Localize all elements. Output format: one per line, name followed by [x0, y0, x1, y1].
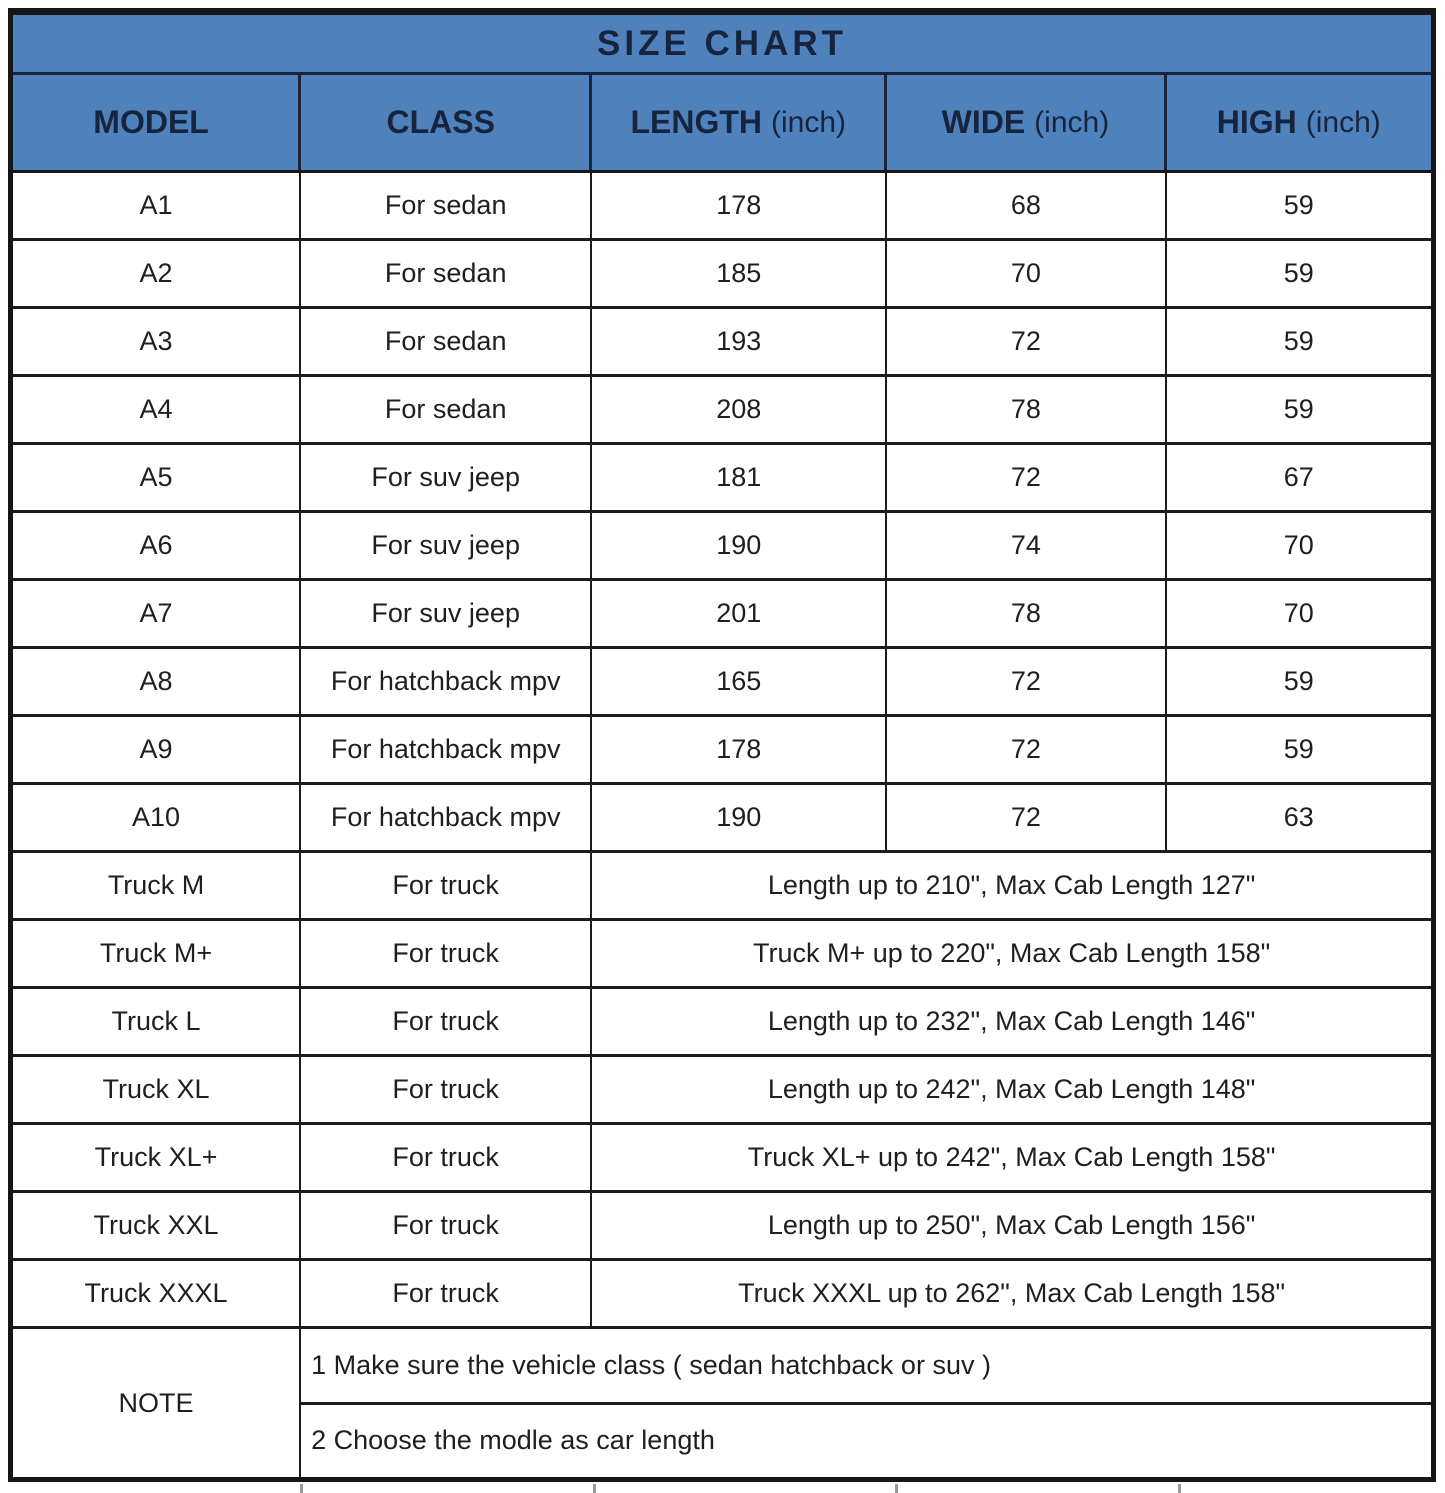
- wide-cell: 68: [887, 173, 1166, 238]
- table-row: [13, 717, 1431, 785]
- model-cell: Truck XL+: [13, 1125, 301, 1190]
- class-cell: For hatchback mpv: [301, 649, 592, 714]
- wide-cell: 78: [887, 581, 1166, 646]
- column-header-length-unit: (inch): [771, 105, 847, 139]
- bottom-tick-1: [300, 1484, 303, 1493]
- model-cell: A1: [13, 173, 301, 238]
- class-cell: For truck: [301, 921, 592, 986]
- wide-cell: 72: [887, 309, 1166, 374]
- note-item-1: 1 Make sure the vehicle class ( sedan hatchback or suv ): [301, 1329, 1431, 1405]
- table-row: [13, 445, 1431, 513]
- class-cell: For truck: [301, 1193, 592, 1258]
- table-row: [13, 1057, 1431, 1125]
- column-header-high-unit: (inch): [1305, 105, 1381, 139]
- class-cell: For suv jeep: [301, 581, 592, 646]
- table-row: [13, 1261, 1431, 1329]
- model-cell: A2: [13, 241, 301, 306]
- model-cell: Truck M: [13, 853, 301, 918]
- class-cell: For truck: [301, 1261, 592, 1326]
- high-cell: 63: [1283, 802, 1314, 832]
- table-row: [13, 173, 1431, 241]
- model-cell: A10: [13, 785, 301, 850]
- table-row: [13, 989, 1431, 1057]
- column-header-high-label: HIGH: [1216, 104, 1297, 140]
- column-header-length: [592, 75, 887, 170]
- model-cell: Truck XXXL: [13, 1261, 301, 1326]
- model-cell: Truck M+: [13, 921, 301, 986]
- wide-cell: 74: [887, 513, 1166, 578]
- model-cell: Truck XL: [13, 1057, 301, 1122]
- table-row: [13, 581, 1431, 649]
- length-cell: 178: [592, 717, 887, 782]
- note-block: [13, 1329, 1431, 1477]
- bottom-tick-4: [1178, 1484, 1181, 1493]
- class-cell: For sedan: [301, 241, 592, 306]
- high-cell: 59: [1283, 190, 1314, 220]
- column-header-model: [13, 75, 301, 170]
- length-cell: 201: [592, 581, 887, 646]
- model-cell: A5: [13, 445, 301, 510]
- length-cell: 185: [592, 241, 887, 306]
- column-header-wide-unit: (inch): [1034, 105, 1110, 139]
- spec-cell: Length up to 210", Max Cab Length 127": [767, 870, 1256, 900]
- spec-cell: Truck XXXL up to 262", Max Cab Length 158": [738, 1278, 1286, 1308]
- table-body: [13, 173, 1431, 1329]
- length-cell: 190: [592, 513, 887, 578]
- high-cell: 59: [1283, 666, 1314, 696]
- class-cell: For truck: [301, 853, 592, 918]
- spec-cell: Truck XL+ up to 242", Max Cab Length 158": [747, 1142, 1276, 1172]
- spec-cell: Length up to 242", Max Cab Length 148": [767, 1074, 1256, 1104]
- note-item-2: 2 Choose the modle as car length: [311, 1425, 715, 1456]
- high-cell: 59: [1283, 326, 1314, 356]
- column-header-wide-label: WIDE: [941, 104, 1026, 140]
- wide-cell: 70: [887, 241, 1166, 306]
- column-header-class: [301, 75, 592, 170]
- column-header-class-label: CLASS: [386, 104, 495, 140]
- table-row: [13, 513, 1431, 581]
- wide-cell: 72: [887, 785, 1166, 850]
- spec-cell: Truck M+ up to 220", Max Cab Length 158": [752, 938, 1271, 968]
- table-row: [13, 785, 1431, 853]
- bottom-tick-2: [593, 1484, 596, 1493]
- model-cell: A6: [13, 513, 301, 578]
- model-cell: Truck L: [13, 989, 301, 1054]
- high-cell: 67: [1283, 462, 1314, 492]
- length-cell: 165: [592, 649, 887, 714]
- wide-cell: 72: [887, 717, 1166, 782]
- table-row: [13, 377, 1431, 445]
- length-cell: 181: [592, 445, 887, 510]
- length-cell: 208: [592, 377, 887, 442]
- column-header-row: [13, 75, 1431, 173]
- class-cell: For truck: [301, 1125, 592, 1190]
- column-header-high: [1167, 75, 1431, 170]
- note-label-cell: NOTE: [13, 1329, 301, 1477]
- column-header-wide: [887, 75, 1166, 170]
- table-row: [13, 1125, 1431, 1193]
- model-cell: A8: [13, 649, 301, 714]
- class-cell: For hatchback mpv: [301, 785, 592, 850]
- high-cell: 59: [1283, 394, 1314, 424]
- class-cell: For sedan: [301, 377, 592, 442]
- table-row: [13, 1193, 1431, 1261]
- high-cell: 70: [1283, 598, 1314, 628]
- chart-title: SIZE CHART: [13, 15, 1431, 75]
- column-header-model-label: MODEL: [93, 104, 209, 140]
- high-cell: 70: [1283, 530, 1314, 560]
- class-cell: For suv jeep: [301, 445, 592, 510]
- model-cell: A9: [13, 717, 301, 782]
- model-cell: A7: [13, 581, 301, 646]
- high-cell: 59: [1283, 258, 1314, 288]
- size-chart-table: [8, 8, 1436, 1482]
- table-row: [13, 241, 1431, 309]
- class-cell: For sedan: [301, 173, 592, 238]
- spec-cell: Length up to 232", Max Cab Length 146": [767, 1006, 1256, 1036]
- class-cell: For truck: [301, 989, 592, 1054]
- class-cell: For sedan: [301, 309, 592, 374]
- length-cell: 193: [592, 309, 887, 374]
- model-cell: Truck XXL: [13, 1193, 301, 1258]
- class-cell: For hatchback mpv: [301, 717, 592, 782]
- spec-cell: Length up to 250", Max Cab Length 156": [767, 1210, 1256, 1240]
- model-cell: A3: [13, 309, 301, 374]
- wide-cell: 78: [887, 377, 1166, 442]
- high-cell: 59: [1283, 734, 1314, 764]
- wide-cell: 72: [887, 445, 1166, 510]
- length-cell: 178: [592, 173, 887, 238]
- bottom-tick-3: [895, 1484, 898, 1493]
- table-row: [13, 649, 1431, 717]
- table-row: [13, 921, 1431, 989]
- table-row: [13, 853, 1431, 921]
- model-cell: A4: [13, 377, 301, 442]
- length-cell: 190: [592, 785, 887, 850]
- class-cell: For suv jeep: [301, 513, 592, 578]
- column-header-length-label: LENGTH: [630, 104, 763, 140]
- wide-cell: 72: [887, 649, 1166, 714]
- class-cell: For truck: [301, 1057, 592, 1122]
- table-row: [13, 309, 1431, 377]
